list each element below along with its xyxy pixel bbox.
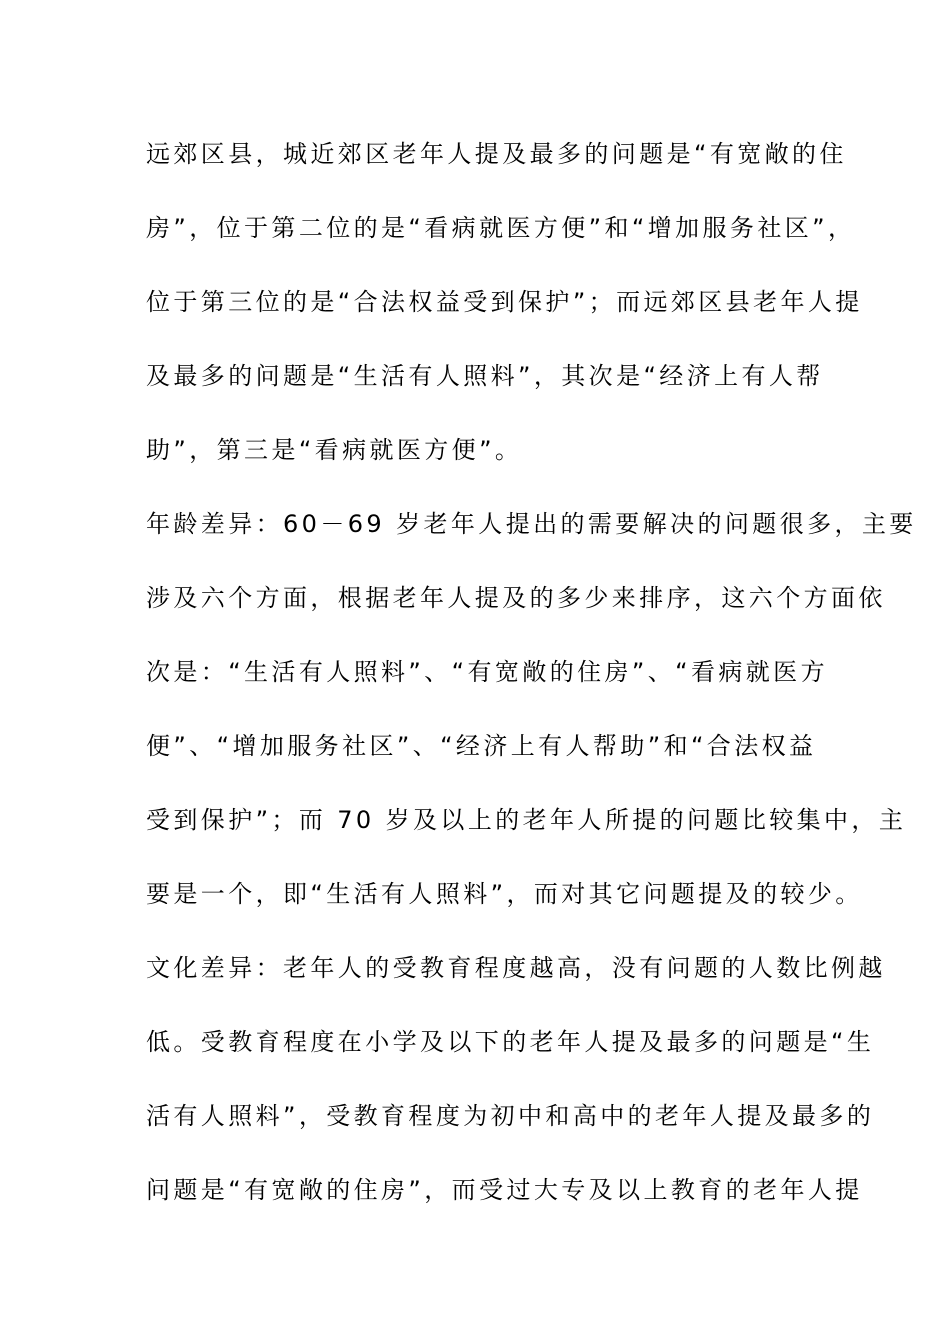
text-line: 活有人照料”，受教育程度为初中和高中的老年人提及最多的 [146, 1102, 875, 1130]
text-line: 年龄差异：60－69 岁老年人提出的需要解决的问题很多，主要 [146, 510, 917, 538]
text-line: 便”、“增加服务社区”、“经济上有人帮助”和“合法权益 [146, 732, 817, 760]
text-line: 低。受教育程度在小学及以下的老年人提及最多的问题是“生 [146, 1028, 875, 1056]
text-line: 文化差异：老年人的受教育程度越高，没有问题的人数比例越 [146, 954, 886, 982]
text-line: 要是一个，即“生活有人照料”，而对其它问题提及的较少。 [146, 880, 863, 908]
text-line: 及最多的问题是“生活有人照料”，其次是“经济上有人帮 [146, 362, 824, 390]
text-line: 助”，第三是“看病就医方便”。 [146, 436, 523, 464]
text-line: 位于第三位的是“合法权益受到保护”；而远郊区县老年人提 [146, 288, 863, 316]
text-line: 问题是“有宽敞的住房”，而受过大专及以上教育的老年人提 [146, 1176, 863, 1204]
text-line: 涉及六个方面，根据老年人提及的多少来排序，这六个方面依 [146, 584, 886, 612]
text-line: 远郊区县，城近郊区老年人提及最多的问题是“有宽敞的住 [146, 140, 847, 168]
text-line: 房”，位于第二位的是“看病就医方便”和“增加服务社区”， [146, 214, 856, 242]
text-line: 受到保护”；而 70 岁及以上的老年人所提的问题比较集中，主 [146, 806, 907, 834]
text-line: 次是：“生活有人照料”、“有宽敞的住房”、“看病就医方 [146, 658, 828, 686]
